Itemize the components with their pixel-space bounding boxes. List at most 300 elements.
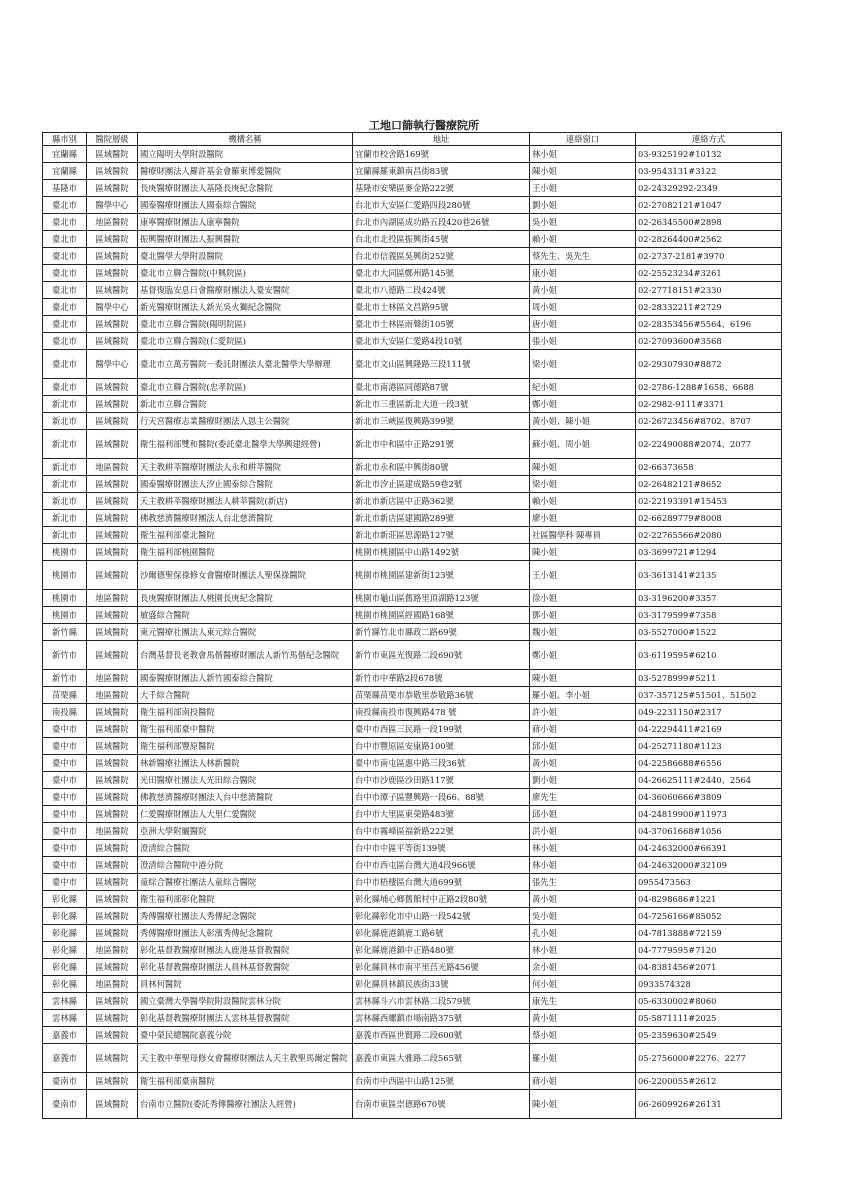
address-cell: 新北市新店區中正路362號: [353, 493, 530, 510]
institution-cell: 天主教耕莘醫療財團法人耕莘醫院(新店): [138, 493, 353, 510]
institution-cell: 振興醫療財團法人振興醫院: [138, 231, 353, 248]
institution-cell: 彰化基督教醫療財團法人雲林基督教醫院: [138, 1010, 353, 1027]
phone-cell: 02-27082121#1047: [636, 197, 782, 214]
phone-cell: 0933574328: [636, 976, 782, 993]
institution-cell: 臺北市立聯合醫院(中興院區): [138, 265, 353, 282]
county-cell: 新竹縣: [43, 624, 87, 641]
address-cell: 臺中市西區三民路一段199號: [353, 721, 530, 738]
table-row: [43, 789, 782, 806]
contact-cell: 黃小姐: [530, 282, 636, 299]
phone-cell: 02-26723456#8702、8707: [636, 413, 782, 430]
institution-cell: 衛生福利部雙和醫院(委託臺北醫學大學興建經營): [138, 430, 353, 459]
county-cell: 臺中市: [43, 738, 87, 755]
contact-cell: 黃小姐、陳小姐: [530, 413, 636, 430]
header-address: 地址: [353, 133, 530, 146]
table-row: [43, 704, 782, 721]
institution-cell: 大千綜合醫院: [138, 687, 353, 704]
phone-cell: 05-2359630#2549: [636, 1027, 782, 1044]
level-cell: 區域醫院: [87, 396, 138, 413]
table-row: [43, 993, 782, 1010]
county-cell: 嘉義市: [43, 1044, 87, 1073]
phone-cell: 02-27718151#2330: [636, 282, 782, 299]
institution-cell: 國立陽明大學附設醫院: [138, 146, 353, 163]
address-cell: 桃園市桃園區建新街123號: [353, 561, 530, 590]
phone-cell: 0955473563: [636, 874, 782, 891]
institution-cell: 臺北醫學大學附設醫院: [138, 248, 353, 265]
table-row: [43, 624, 782, 641]
level-cell: 醫學中心: [87, 197, 138, 214]
phone-cell: 02-28332211#2729: [636, 299, 782, 316]
phone-cell: 06-2200055#2612: [636, 1073, 782, 1090]
address-cell: 台中市西屯區台灣大道4段966號: [353, 857, 530, 874]
table-row: [43, 265, 782, 282]
table-header-row: [43, 133, 782, 146]
address-cell: 臺北市八德路二段424號: [353, 282, 530, 299]
phone-cell: 03-6119595#6210: [636, 641, 782, 670]
phone-cell: 03-5278999#5211: [636, 670, 782, 687]
county-cell: 臺北市: [43, 316, 87, 333]
address-cell: 雲林縣斗六市雲林路二段579號: [353, 993, 530, 1010]
county-cell: 彰化縣: [43, 959, 87, 976]
table-row: [43, 772, 782, 789]
address-cell: 新北市汐止區建成路59巷2號: [353, 476, 530, 493]
phone-cell: 06-2609926#26131: [636, 1090, 782, 1119]
level-cell: 地區醫院: [87, 590, 138, 607]
county-cell: 新北市: [43, 413, 87, 430]
phone-cell: 03-3613141#2135: [636, 561, 782, 590]
contact-cell: 張小姐: [530, 333, 636, 350]
level-cell: 區域醫院: [87, 561, 138, 590]
level-cell: 區域醫院: [87, 789, 138, 806]
table-row: [43, 544, 782, 561]
address-cell: 台中市霧峰區福新路222號: [353, 823, 530, 840]
phone-cell: 02-29307930#8872: [636, 350, 782, 379]
table-row: [43, 891, 782, 908]
phone-cell: 02-27093600#3568: [636, 333, 782, 350]
address-cell: 彰化縣鹿港鎮中正路480號: [353, 942, 530, 959]
contact-cell: 蘇小姐、周小姐: [530, 430, 636, 459]
contact-cell: 魏小姐: [530, 624, 636, 641]
institution-cell: 國泰醫療財團法人新竹國泰綜合醫院: [138, 670, 353, 687]
contact-cell: 林小姐: [530, 840, 636, 857]
address-cell: 臺北市士林區雨聲街105號: [353, 316, 530, 333]
county-cell: 新北市: [43, 476, 87, 493]
table-row: [43, 1010, 782, 1027]
phone-cell: 04-24632000#32109: [636, 857, 782, 874]
address-cell: 南投縣南投市復興路478 號: [353, 704, 530, 721]
institution-cell: 基督復臨安息日會醫療財團法人臺安醫院: [138, 282, 353, 299]
table-row: [43, 687, 782, 704]
level-cell: 地區醫院: [87, 214, 138, 231]
phone-cell: 04-8298686#1221: [636, 891, 782, 908]
table-row: [43, 510, 782, 527]
institution-cell: 秀傳醫療社團法人秀傳紀念醫院: [138, 908, 353, 925]
phone-cell: 02-2737-2181#3970: [636, 248, 782, 265]
level-cell: 區域醫院: [87, 1044, 138, 1073]
level-cell: 區域醫院: [87, 544, 138, 561]
contact-cell: 鄭小姐: [530, 396, 636, 413]
county-cell: 臺南市: [43, 1090, 87, 1119]
county-cell: 新北市: [43, 510, 87, 527]
address-cell: 新竹縣竹北市縣政二路69號: [353, 624, 530, 641]
table-row: [43, 459, 782, 476]
address-cell: 台中市梧棲區台灣大道699號: [353, 874, 530, 891]
institution-cell: 澄清綜合醫院: [138, 840, 353, 857]
hospital-table: [42, 132, 782, 1119]
county-cell: 臺北市: [43, 282, 87, 299]
contact-cell: 林小姐: [530, 942, 636, 959]
level-cell: 區域醫院: [87, 527, 138, 544]
level-cell: 區域醫院: [87, 721, 138, 738]
address-cell: 新北市中和區中正路291號: [353, 430, 530, 459]
table-row: [43, 641, 782, 670]
address-cell: 彰化縣彰化市中山路一段542號: [353, 908, 530, 925]
table-row: [43, 146, 782, 163]
table-row: [43, 942, 782, 959]
institution-cell: 衛生福利部臺南醫院: [138, 1073, 353, 1090]
level-cell: 區域醫院: [87, 755, 138, 772]
table-row: [43, 231, 782, 248]
institution-cell: 新光醫療財團法人新光吳火獅紀念醫院: [138, 299, 353, 316]
institution-cell: 臺北市立萬芳醫院－委託財團法人臺北醫學大學辦理: [138, 350, 353, 379]
county-cell: 南投縣: [43, 704, 87, 721]
level-cell: 地區醫院: [87, 976, 138, 993]
address-cell: 新北市三峽區復興路399號: [353, 413, 530, 430]
address-cell: 台中市大里區東榮路483號: [353, 806, 530, 823]
institution-cell: 澄清綜合醫院中港分院: [138, 857, 353, 874]
contact-cell: 吳小姐: [530, 214, 636, 231]
institution-cell: 衛生福利部臺北醫院: [138, 527, 353, 544]
phone-cell: 04-7813888#72159: [636, 925, 782, 942]
contact-cell: 唐小姐: [530, 316, 636, 333]
level-cell: 區域醫院: [87, 316, 138, 333]
contact-cell: 劉小姐: [530, 772, 636, 789]
phone-cell: 03-3196200#3357: [636, 590, 782, 607]
level-cell: 區域醫院: [87, 430, 138, 459]
level-cell: 區域醫院: [87, 510, 138, 527]
contact-cell: 孔小姐: [530, 925, 636, 942]
level-cell: 區域醫院: [87, 925, 138, 942]
county-cell: 臺中市: [43, 755, 87, 772]
phone-cell: 03-3699721#1294: [636, 544, 782, 561]
contact-cell: 廖先生: [530, 789, 636, 806]
institution-cell: 佛教慈濟醫療財團法人台中慈濟醫院: [138, 789, 353, 806]
institution-cell: 國泰醫療財團法人汐止國泰綜合醫院: [138, 476, 353, 493]
county-cell: 臺中市: [43, 840, 87, 857]
contact-cell: 梁小姐: [530, 350, 636, 379]
table-row: [43, 874, 782, 891]
phone-cell: 02-28264400#2562: [636, 231, 782, 248]
county-cell: 新北市: [43, 396, 87, 413]
level-cell: 區域醫院: [87, 1090, 138, 1119]
table-row: [43, 282, 782, 299]
level-cell: 區域醫院: [87, 493, 138, 510]
contact-cell: 張先生: [530, 874, 636, 891]
address-cell: 台北市內湖區成功路五段420巷26號: [353, 214, 530, 231]
institution-cell: 長庚醫療財團法人桃園長庚紀念醫院: [138, 590, 353, 607]
institution-cell: 沙爾德聖保祿修女會醫療財團法人聖保祿醫院: [138, 561, 353, 590]
phone-cell: 04-7256166#85052: [636, 908, 782, 925]
county-cell: 桃園市: [43, 607, 87, 624]
phone-cell: 03-9325192#10132: [636, 146, 782, 163]
contact-cell: 鄧小姐: [530, 607, 636, 624]
table-row: [43, 738, 782, 755]
level-cell: 區域醫院: [87, 1010, 138, 1027]
address-cell: 新北市三重區新北大道一段3號: [353, 396, 530, 413]
table-row: [43, 476, 782, 493]
level-cell: 區域醫院: [87, 476, 138, 493]
level-cell: 地區醫院: [87, 687, 138, 704]
institution-cell: 醫療財團法人羅許基金會羅東博愛醫院: [138, 163, 353, 180]
phone-cell: 02-24329292-2349: [636, 180, 782, 197]
table-row: [43, 670, 782, 687]
address-cell: 台北市信義區吳興街252號: [353, 248, 530, 265]
contact-cell: 陳小姐: [530, 459, 636, 476]
level-cell: 區域醫院: [87, 265, 138, 282]
contact-cell: 黃小姐: [530, 891, 636, 908]
level-cell: 區域醫院: [87, 146, 138, 163]
address-cell: 臺中市南屯區惠中路三段36號: [353, 755, 530, 772]
table-row: [43, 561, 782, 590]
county-cell: 臺北市: [43, 299, 87, 316]
table-row: [43, 379, 782, 396]
level-cell: 區域醫院: [87, 704, 138, 721]
contact-cell: 賴小姐: [530, 493, 636, 510]
table-row: [43, 976, 782, 993]
phone-cell: 04-24632000#66391: [636, 840, 782, 857]
county-cell: 臺北市: [43, 248, 87, 265]
contact-cell: 賴小姐: [530, 231, 636, 248]
level-cell: 區域醫院: [87, 248, 138, 265]
contact-cell: 林小姐: [530, 146, 636, 163]
address-cell: 嘉義市東區大雅路二段565號: [353, 1044, 530, 1073]
contact-cell: 陳小姐: [530, 163, 636, 180]
institution-cell: 衛生福利部彰化醫院: [138, 891, 353, 908]
contact-cell: 鄭小姐: [530, 641, 636, 670]
address-cell: 新北市新莊區思源路127號: [353, 527, 530, 544]
contact-cell: 陳小姐: [530, 544, 636, 561]
phone-cell: 04-26625111#2440、2564: [636, 772, 782, 789]
level-cell: 區域醫院: [87, 993, 138, 1010]
institution-cell: 仁愛醫療財團法人大里仁愛醫院: [138, 806, 353, 823]
table-row: [43, 333, 782, 350]
address-cell: 新竹市東區光復路二段690號: [353, 641, 530, 670]
address-cell: 台北市大安區仁愛路四段280號: [353, 197, 530, 214]
table-row: [43, 823, 782, 840]
institution-cell: 衛生福利部豐原醫院: [138, 738, 353, 755]
contact-cell: 蔡先生、吳先生: [530, 248, 636, 265]
table-row: [43, 721, 782, 738]
table-row: [43, 214, 782, 231]
contact-cell: 王小姐: [530, 180, 636, 197]
contact-cell: 康小姐: [530, 265, 636, 282]
table-row: [43, 493, 782, 510]
county-cell: 臺中市: [43, 857, 87, 874]
phone-cell: 04-8381456#2071: [636, 959, 782, 976]
institution-cell: 臺中榮民總醫院嘉義分院: [138, 1027, 353, 1044]
county-cell: 苗栗縣: [43, 687, 87, 704]
institution-cell: 天主教中華聖母修女會醫療財團法人天主教聖馬爾定醫院: [138, 1044, 353, 1073]
table-row: [43, 1073, 782, 1090]
level-cell: 區域醫院: [87, 163, 138, 180]
contact-cell: 徐小姐: [530, 590, 636, 607]
level-cell: 區域醫院: [87, 624, 138, 641]
address-cell: 嘉義市西區世賢路二段600號: [353, 1027, 530, 1044]
address-cell: 台中市沙鹿區沙田路117號: [353, 772, 530, 789]
phone-cell: 04-7779595#7120: [636, 942, 782, 959]
address-cell: 台南市中西區中山路125號: [353, 1073, 530, 1090]
institution-cell: 台南市立醫院(委託秀傳醫療社團法人經營): [138, 1090, 353, 1119]
table-body: [43, 146, 782, 1119]
institution-cell: 衛生福利部臺中醫院: [138, 721, 353, 738]
table-row: [43, 959, 782, 976]
level-cell: 醫學中心: [87, 350, 138, 379]
institution-cell: 康寧醫療財團法人康寧醫院: [138, 214, 353, 231]
institution-cell: 長庚醫療財團法人基隆長庚紀念醫院: [138, 180, 353, 197]
institution-cell: 天主教耕莘醫療財團法人永和耕莘醫院: [138, 459, 353, 476]
address-cell: 臺北市南港區同德路87號: [353, 379, 530, 396]
county-cell: 臺北市: [43, 333, 87, 350]
county-cell: 新竹市: [43, 641, 87, 670]
phone-cell: 05-6330002#8060: [636, 993, 782, 1010]
phone-cell: 02-28353456#5564、6196: [636, 316, 782, 333]
contact-cell: 陳小姐: [530, 1090, 636, 1119]
contact-cell: 劉小姐: [530, 197, 636, 214]
phone-cell: 02-22765566#2080: [636, 527, 782, 544]
institution-cell: 臺北市立聯合醫院(忠孝院區): [138, 379, 353, 396]
contact-cell: 許小姐: [530, 704, 636, 721]
level-cell: 醫學中心: [87, 299, 138, 316]
header-county: 縣市別: [43, 133, 87, 146]
contact-cell: 康先生: [530, 993, 636, 1010]
county-cell: 彰化縣: [43, 891, 87, 908]
county-cell: 桃園市: [43, 561, 87, 590]
address-cell: 台中市潭子區豐興路一段66、88號: [353, 789, 530, 806]
address-cell: 彰化縣員林市南平里莒光路456號: [353, 959, 530, 976]
level-cell: 區域醫院: [87, 413, 138, 430]
phone-cell: 02-2982-9111#3371: [636, 396, 782, 413]
county-cell: 彰化縣: [43, 976, 87, 993]
county-cell: 新北市: [43, 527, 87, 544]
contact-cell: 王小姐: [530, 561, 636, 590]
level-cell: 區域醫院: [87, 1027, 138, 1044]
level-cell: 區域醫院: [87, 840, 138, 857]
county-cell: 新竹市: [43, 670, 87, 687]
address-cell: 宜蘭市校舍路169號: [353, 146, 530, 163]
table-row: [43, 180, 782, 197]
address-cell: 桃園市桃園區中山路1492號: [353, 544, 530, 561]
table-row: [43, 1090, 782, 1119]
county-cell: 臺北市: [43, 379, 87, 396]
address-cell: 苗栗縣苗栗市恭敬里恭敬路36號: [353, 687, 530, 704]
address-cell: 臺北市文山區興隆路三段111號: [353, 350, 530, 379]
institution-cell: 彰化基督教醫療財團法人員林基督教醫院: [138, 959, 353, 976]
address-cell: 新竹市中華路2段678號: [353, 670, 530, 687]
county-cell: 嘉義市: [43, 1027, 87, 1044]
contact-cell: 邱小姐: [530, 806, 636, 823]
phone-cell: 02-66289779#8008: [636, 510, 782, 527]
level-cell: 區域醫院: [87, 857, 138, 874]
institution-cell: 秀傳醫療財團法人彰濱秀傳紀念醫院: [138, 925, 353, 942]
table-row: [43, 197, 782, 214]
contact-cell: 社區醫學科 陳專員: [530, 527, 636, 544]
address-cell: 新北市永和區中興街80號: [353, 459, 530, 476]
phone-cell: 03-9543131#3122: [636, 163, 782, 180]
institution-cell: 行天宮醫療志業醫療財團法人恩主公醫院: [138, 413, 353, 430]
table-row: [43, 396, 782, 413]
address-cell: 宜蘭縣羅東鎮南昌街83號: [353, 163, 530, 180]
phone-cell: 04-36060666#3809: [636, 789, 782, 806]
level-cell: 區域醫院: [87, 806, 138, 823]
header-phone: 連絡方式: [636, 133, 782, 146]
contact-cell: 吳小姐: [530, 908, 636, 925]
phone-cell: 04-22586688#6556: [636, 755, 782, 772]
phone-cell: 05-2756000#2276、2277: [636, 1044, 782, 1073]
institution-cell: 臺北市立聯合醫院(陽明院區): [138, 316, 353, 333]
header-level: 醫院層級: [87, 133, 138, 146]
institution-cell: 國泰醫療財團法人國泰綜合醫院: [138, 197, 353, 214]
institution-cell: 衛生福利部南投醫院: [138, 704, 353, 721]
phone-cell: 02-66373658: [636, 459, 782, 476]
county-cell: 桃園市: [43, 544, 87, 561]
county-cell: 臺中市: [43, 806, 87, 823]
table-row: [43, 1044, 782, 1073]
county-cell: 臺北市: [43, 231, 87, 248]
table-row: [43, 755, 782, 772]
table-row: [43, 527, 782, 544]
county-cell: 臺中市: [43, 874, 87, 891]
contact-cell: 蔣小姐: [530, 721, 636, 738]
contact-cell: 洪小姐: [530, 823, 636, 840]
institution-cell: 東元醫療社團法人東元綜合醫院: [138, 624, 353, 641]
county-cell: 臺中市: [43, 823, 87, 840]
table-row: [43, 316, 782, 333]
document-title: 工地口篩執行醫療院所: [369, 119, 479, 132]
institution-cell: 彰化基督教醫療財團法人鹿港基督教醫院: [138, 942, 353, 959]
address-cell: 台北市北投區振興街45號: [353, 231, 530, 248]
address-cell: 台中市豐原區安康路100號: [353, 738, 530, 755]
phone-cell: 05-5871111#2025: [636, 1010, 782, 1027]
contact-cell: 紀小姐: [530, 379, 636, 396]
level-cell: 地區醫院: [87, 670, 138, 687]
institution-cell: 佛教慈濟醫療財團法人台北慈濟醫院: [138, 510, 353, 527]
contact-cell: 邱小姐: [530, 738, 636, 755]
county-cell: 宜蘭縣: [43, 163, 87, 180]
phone-cell: 03-3179599#7358: [636, 607, 782, 624]
phone-cell: 049-2231150#2317: [636, 704, 782, 721]
phone-cell: 02-22490088#2074、2077: [636, 430, 782, 459]
level-cell: 區域醫院: [87, 333, 138, 350]
table-row: [43, 840, 782, 857]
contact-cell: 周小姐: [530, 299, 636, 316]
address-cell: 臺北市大同區鄭州路145號: [353, 265, 530, 282]
address-cell: 彰化縣埔心鄉舊館村中正路2段80號: [353, 891, 530, 908]
institution-cell: 台灣基督長老教會馬偕醫療財團法人新竹馬偕紀念醫院: [138, 641, 353, 670]
institution-cell: 員林何醫院: [138, 976, 353, 993]
table-row: [43, 925, 782, 942]
table-row: [43, 607, 782, 624]
contact-cell: 梁小姐: [530, 476, 636, 493]
contact-cell: 蔣小姐: [530, 1073, 636, 1090]
county-cell: 臺中市: [43, 789, 87, 806]
header-contact: 連絡窗口: [530, 133, 636, 146]
address-cell: 台中市中區平等街139號: [353, 840, 530, 857]
table-row: [43, 1027, 782, 1044]
phone-cell: 037-357125#51501、51502: [636, 687, 782, 704]
level-cell: 區域醫院: [87, 1073, 138, 1090]
contact-cell: 黃小姐: [530, 755, 636, 772]
county-cell: 彰化縣: [43, 925, 87, 942]
